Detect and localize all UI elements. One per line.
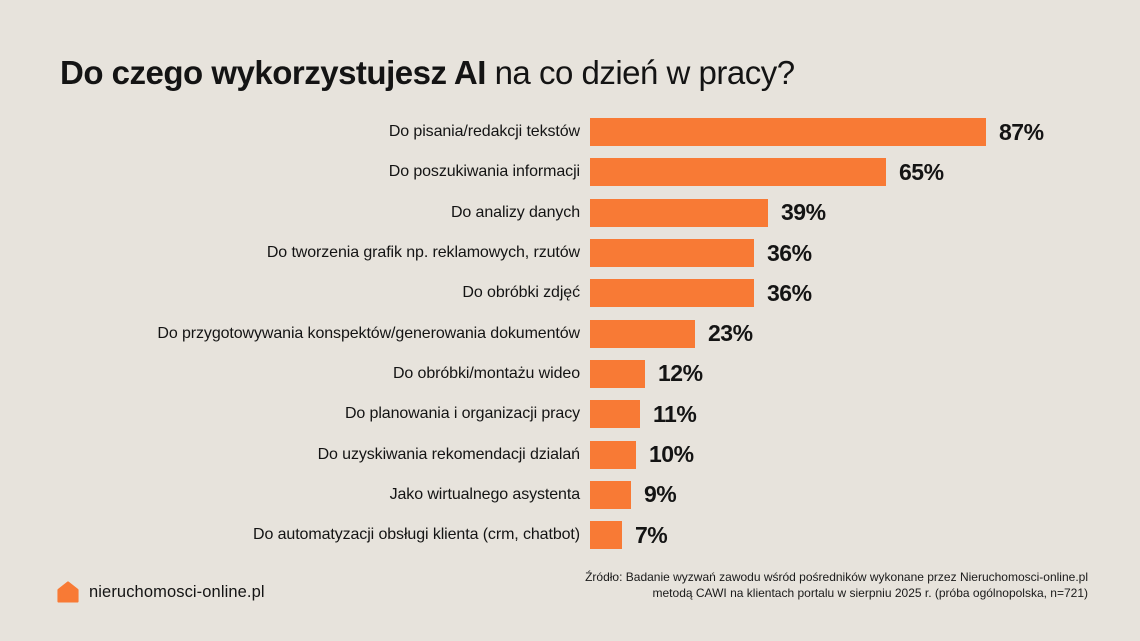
source-note [585, 570, 1088, 601]
bar [590, 521, 622, 549]
chart-row [60, 354, 1090, 394]
chart-row [60, 193, 1090, 233]
bar-label: Do uzyskiwania rekomendacji dzialań [317, 445, 580, 463]
bar-label: Do analizy danych [450, 203, 580, 221]
bar-label: Do tworzenia grafik np. reklamowych, rzutów [266, 244, 580, 262]
bar-value: 36% [767, 239, 812, 266]
source-note-line1: Źródło: Badanie wyzwań zawodu wśród pośredników wykonane przez Nieruchomosci-online.pl [585, 570, 1088, 584]
chart-row [60, 394, 1090, 434]
bar-label: Do obróbki/montażu wideo [392, 364, 580, 382]
bar-value: 10% [649, 441, 694, 468]
page-title-regular: na co dzień w pracy? [485, 54, 795, 91]
chart-row [60, 434, 1090, 474]
source-note-line2: metodą CAWI na klientach portalu w sierpniu 2025 r. (próba ogólnopolska, n=721) [652, 585, 1088, 600]
bar-value: 7% [635, 521, 668, 548]
bar [590, 279, 754, 307]
bar [590, 441, 636, 469]
bar-label: Do pisania/redakcji tekstów [388, 123, 580, 141]
bar [590, 158, 886, 186]
chart-row [60, 515, 1090, 555]
bar-label: Do automatyzacji obsługi klienta (crm, chatbot) [253, 526, 580, 544]
brand-logo [57, 581, 265, 603]
page-title-bold: Do czego wykorzystujesz AI [60, 54, 486, 91]
bar-value: 11% [653, 400, 697, 427]
bar-label: Do obróbki zdjęć [462, 284, 580, 302]
bar-value: 36% [767, 279, 812, 306]
chart-row [60, 475, 1090, 515]
chart-row [60, 112, 1090, 152]
bar-label: Jako wirtualnego asystenta [389, 485, 580, 503]
bar [590, 360, 645, 388]
brand-logo-text: nieruchomosci-online.pl [89, 582, 265, 601]
bar-value: 65% [899, 158, 944, 185]
bar-value: 87% [999, 118, 1044, 145]
bar [590, 320, 695, 348]
bar [590, 199, 768, 227]
bar-label: Do przygotowywania konspektów/generowania dokumentów [157, 324, 580, 342]
bar [590, 118, 986, 146]
bar-chart [60, 112, 1090, 555]
bar-value: 23% [708, 320, 753, 347]
house-icon [57, 581, 79, 603]
bar-value: 9% [644, 481, 677, 508]
bar-value: 12% [658, 360, 703, 387]
chart-row [60, 313, 1090, 353]
bar [590, 239, 754, 267]
chart-row [60, 233, 1090, 273]
bar-label: Do planowania i organizacji pracy [344, 405, 580, 423]
bar-label: Do poszukiwania informacji [388, 163, 580, 181]
page-title [60, 54, 795, 92]
bar-value: 39% [781, 199, 826, 226]
chart-row [60, 273, 1090, 313]
bar [590, 481, 631, 509]
chart-row [60, 152, 1090, 192]
bar [590, 400, 640, 428]
